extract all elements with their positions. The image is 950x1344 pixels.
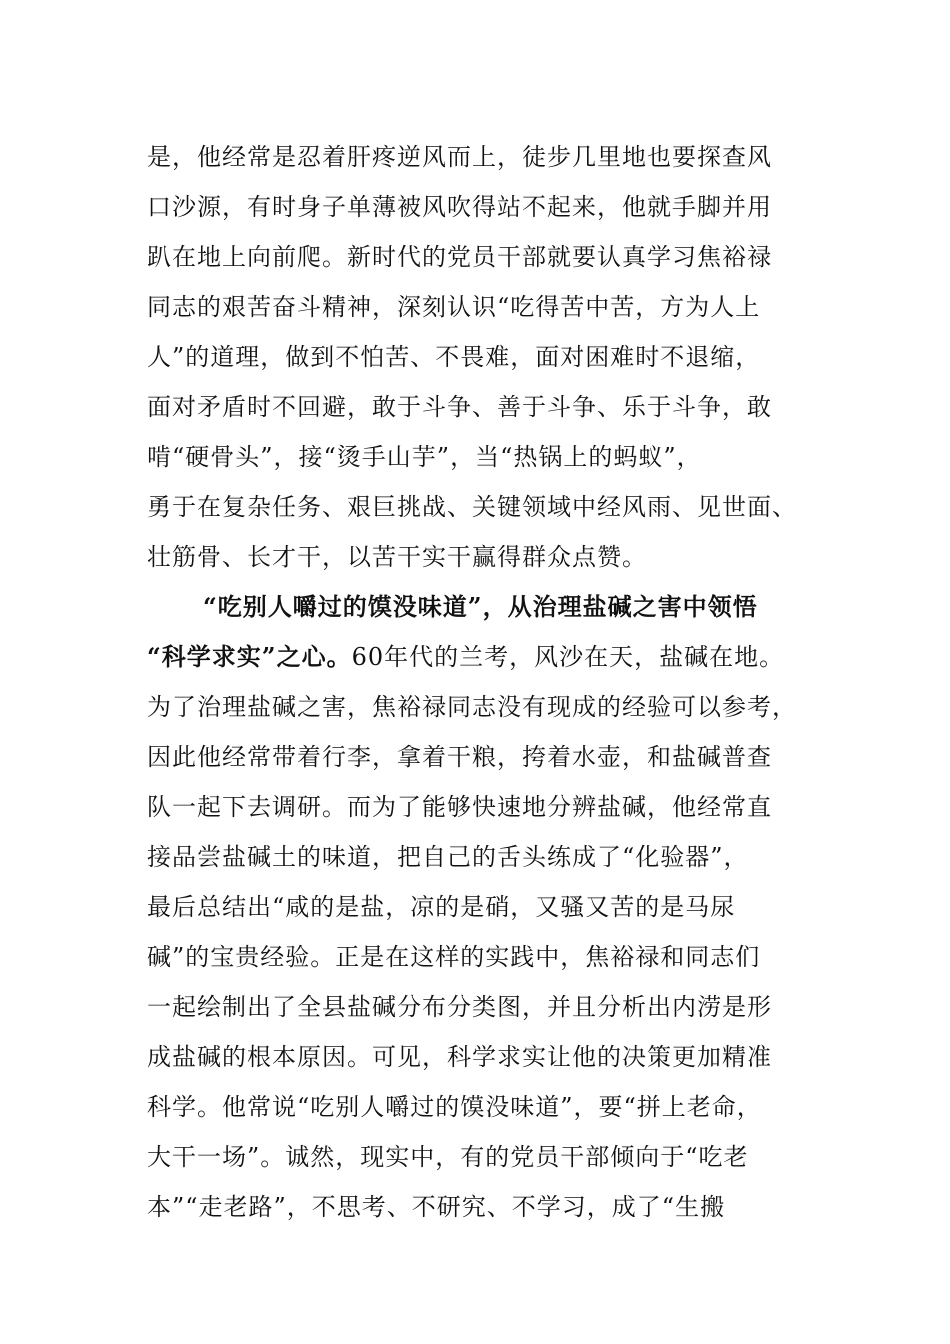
text-line: 同志的艰苦奋斗精神，深刻认识“吃得苦中苦，方为人上 <box>147 293 761 321</box>
heading-continuation-line <box>147 632 827 682</box>
text-line: 科学。他常说“吃别人嚼过的馍没味道”，要“拼上老命， <box>147 1093 762 1121</box>
text-line: 啃“硬骨头”，接“烫手山芋”，当“热锅上的蚂蚁”， <box>147 443 702 471</box>
body-text <box>147 132 827 1232</box>
text-line: 最后总结出“咸的是盐，凉的是硝，又骚又苦的是马尿 <box>147 893 736 921</box>
paragraph-start: 60年代的兰考，风沙在天，盐碱在地。 <box>351 643 785 671</box>
text-line: 大干一场”。诚然，现实中，有的党员干部倾向于“吃老 <box>147 1143 749 1171</box>
text-line: 因此他经常带着行李，拿着干粮，挎着水壶，和盐碱普查 <box>147 743 772 771</box>
text-line: 接品尝盐碱土的味道，把自己的舌头练成了“化验器”， <box>147 843 749 871</box>
text-line: 队一起下去调研。而为了能够快速地分辨盐碱，他经常直 <box>147 793 772 821</box>
text-line: 成盐碱的根本原因。可见，科学求实让他的决策更加精准 <box>147 1043 772 1071</box>
text-line: 壮筋骨、长才干，以苦干实干赢得群众点赞。 <box>147 543 647 571</box>
text-line: 人”的道理，做到不怕苦、不畏难，面对困难时不退缩， <box>147 343 761 371</box>
section-heading: “吃别人嚼过的馍没味道”，从治理盐碱之害中领悟 <box>203 592 758 621</box>
section-heading-end: “科学求实”之心。 <box>147 642 352 671</box>
text-line: 勇于在复杂任务、艰巨挑战、关键领域中经风雨、见世面、 <box>147 493 797 521</box>
text-line: 是，他经常是忍着肝疼逆风而上，徒步几里地也要探查风 <box>147 143 772 171</box>
text-line: 本”“走老路”，不思考、不研究、不学习，成了“生搬 <box>147 1193 726 1221</box>
text-line: 碱”的宝贵经验。正是在这样的实践中，焦裕禄和同志们 <box>147 943 761 971</box>
text-line: 趴在地上向前爬。新时代的党员干部就要认真学习焦裕禄 <box>147 243 772 271</box>
text-line: 面对矛盾时不回避，敢于斗争、善于斗争、乐于斗争，敢 <box>147 393 772 421</box>
text-line: 一起绘制出了全县盐碱分布分类图，并且分析出内涝是形 <box>147 993 772 1021</box>
text-line: 为了治理盐碱之害，焦裕禄同志没有现成的经验可以参考， <box>147 693 797 721</box>
text-line: 口沙源，有时身子单薄被风吹得站不起来，他就手脚并用 <box>147 193 772 221</box>
